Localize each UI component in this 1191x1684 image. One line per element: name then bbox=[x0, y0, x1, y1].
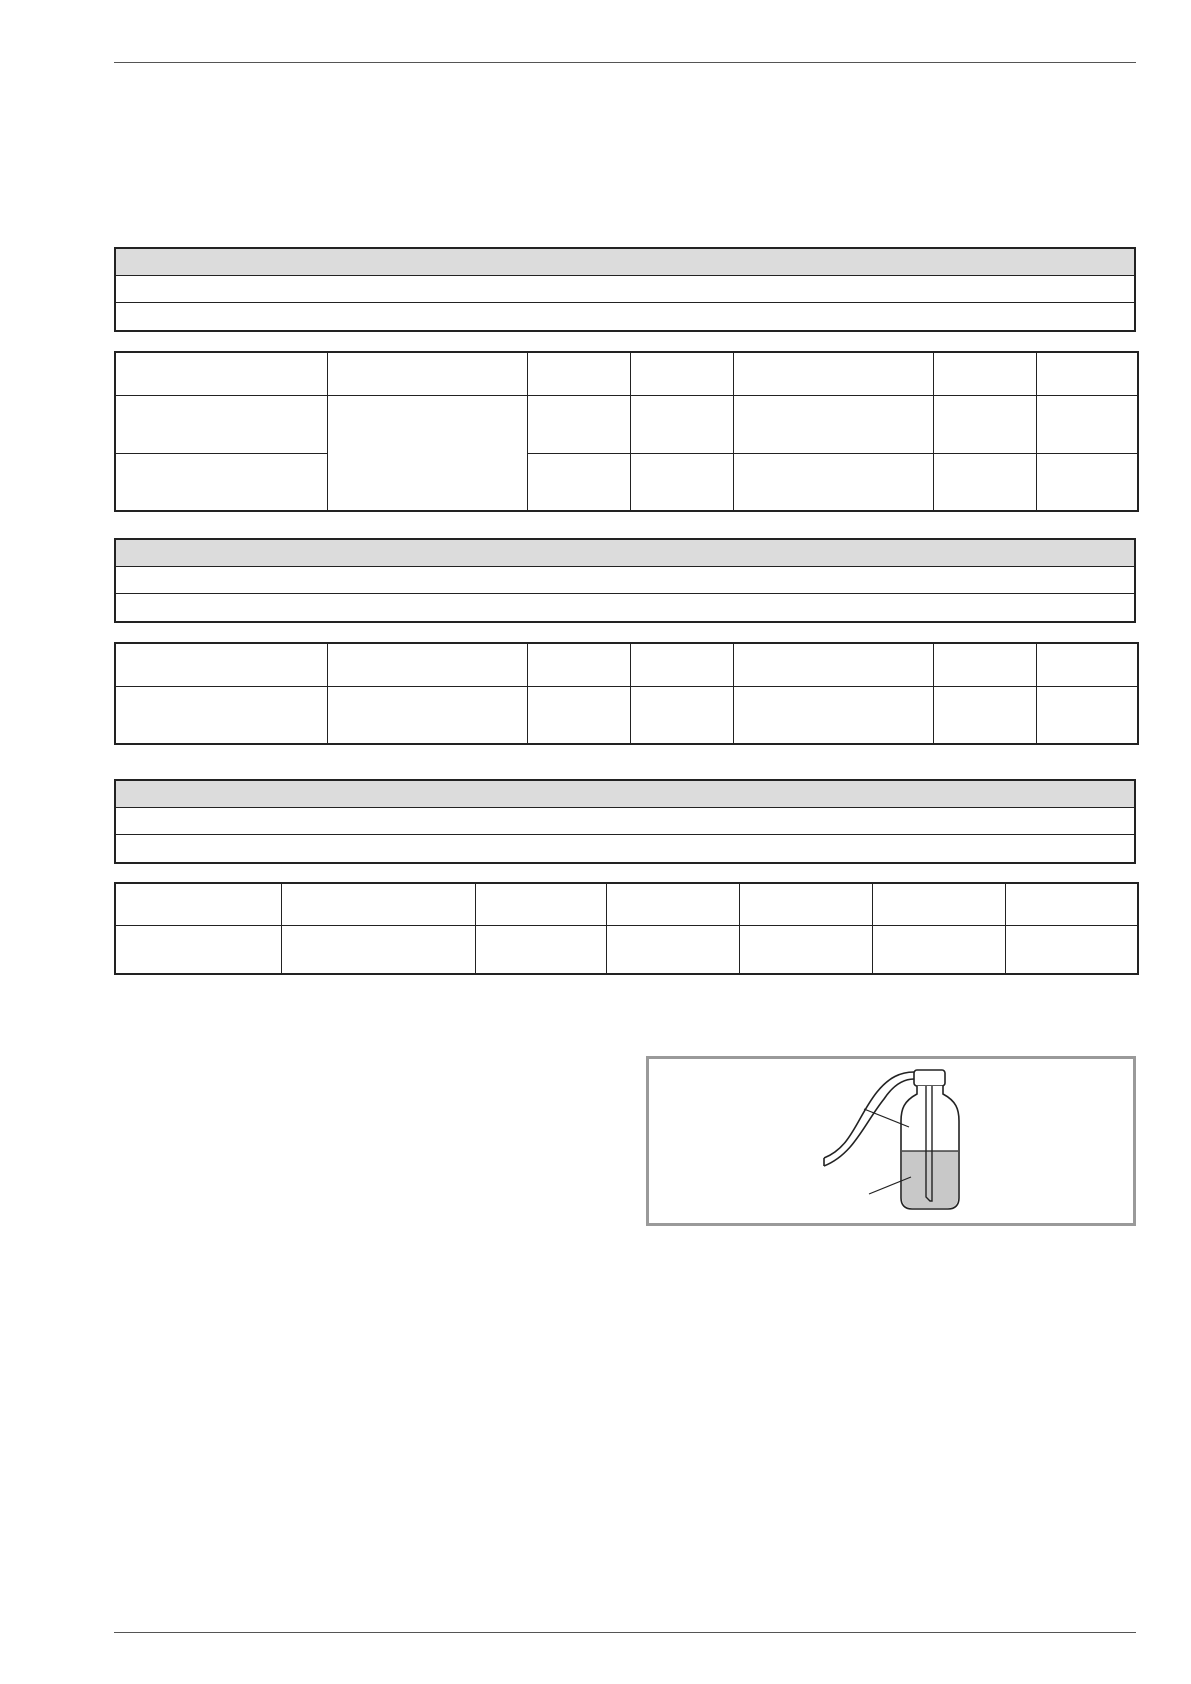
table-cell bbox=[327, 687, 527, 745]
table-cell bbox=[115, 396, 327, 454]
header-cell bbox=[933, 352, 1036, 396]
section-1-info-box bbox=[114, 247, 1136, 332]
table-header-row bbox=[115, 352, 1138, 396]
table-header-row bbox=[115, 883, 1138, 926]
header-cell bbox=[115, 883, 281, 926]
header-cell bbox=[1005, 883, 1138, 926]
section-3-info-box bbox=[114, 779, 1136, 864]
table-cell bbox=[1036, 454, 1138, 512]
header-cell bbox=[630, 643, 733, 687]
section-1-line-2 bbox=[116, 303, 1134, 330]
table-row bbox=[115, 454, 1138, 512]
header-cell bbox=[733, 643, 933, 687]
table-cell bbox=[527, 454, 630, 512]
table-cell bbox=[115, 926, 281, 975]
bottle-illustration bbox=[649, 1059, 1132, 1222]
section-2-line-2 bbox=[116, 594, 1134, 621]
header-cell bbox=[115, 643, 327, 687]
header-cell bbox=[327, 643, 527, 687]
header-cell bbox=[115, 352, 327, 396]
bottle-figure-frame bbox=[646, 1056, 1136, 1226]
table-cell bbox=[527, 687, 630, 745]
footer-rule bbox=[114, 1632, 1136, 1633]
table-cell bbox=[527, 396, 630, 454]
header-cell bbox=[527, 643, 630, 687]
section-2-title-band bbox=[116, 540, 1134, 567]
section-2-line-1 bbox=[116, 567, 1134, 594]
section-2-info-box bbox=[114, 538, 1136, 623]
header-cell bbox=[281, 883, 475, 926]
header-cell bbox=[527, 352, 630, 396]
section-3-line-1 bbox=[116, 808, 1134, 835]
table-row bbox=[115, 687, 1138, 745]
bottle-liquid bbox=[902, 1151, 958, 1208]
section-3-title bbox=[116, 786, 124, 802]
header-cell bbox=[739, 883, 872, 926]
table-cell bbox=[872, 926, 1005, 975]
section-1-title bbox=[116, 254, 124, 270]
header-rule bbox=[114, 62, 1136, 63]
table-cell bbox=[1036, 396, 1138, 454]
header-cell bbox=[1036, 352, 1138, 396]
section-3-table bbox=[114, 882, 1139, 975]
table-cell bbox=[475, 926, 606, 975]
table-row bbox=[115, 396, 1138, 454]
header-cell bbox=[872, 883, 1005, 926]
table-cell bbox=[281, 926, 475, 975]
table-cell bbox=[115, 454, 327, 512]
table-cell bbox=[1005, 926, 1138, 975]
table-cell bbox=[630, 454, 733, 512]
header-cell bbox=[1036, 643, 1138, 687]
table-cell bbox=[606, 926, 739, 975]
bottle-cap bbox=[914, 1070, 945, 1086]
table-cell bbox=[739, 926, 872, 975]
table-cell bbox=[1036, 687, 1138, 745]
table-cell bbox=[115, 687, 327, 745]
section-1-title-band bbox=[116, 249, 1134, 276]
table-cell bbox=[733, 454, 933, 512]
table-cell bbox=[933, 454, 1036, 512]
header-cell bbox=[630, 352, 733, 396]
section-2-title bbox=[116, 545, 124, 561]
header-cell bbox=[733, 352, 933, 396]
section-3-line-2 bbox=[116, 835, 1134, 862]
table-cell bbox=[630, 396, 733, 454]
section-2-table bbox=[114, 642, 1139, 745]
header-cell bbox=[606, 883, 739, 926]
table-row bbox=[115, 926, 1138, 975]
table-cell bbox=[933, 396, 1036, 454]
table-header-row bbox=[115, 643, 1138, 687]
section-1-line-1 bbox=[116, 276, 1134, 303]
table-cell bbox=[933, 687, 1036, 745]
header-cell bbox=[933, 643, 1036, 687]
table-cell-merged bbox=[327, 396, 527, 512]
table-cell bbox=[630, 687, 733, 745]
header-cell bbox=[327, 352, 527, 396]
section-1-table bbox=[114, 351, 1139, 512]
section-3-title-band bbox=[116, 781, 1134, 808]
header-cell bbox=[475, 883, 606, 926]
table-cell bbox=[733, 396, 933, 454]
table-cell bbox=[733, 687, 933, 745]
